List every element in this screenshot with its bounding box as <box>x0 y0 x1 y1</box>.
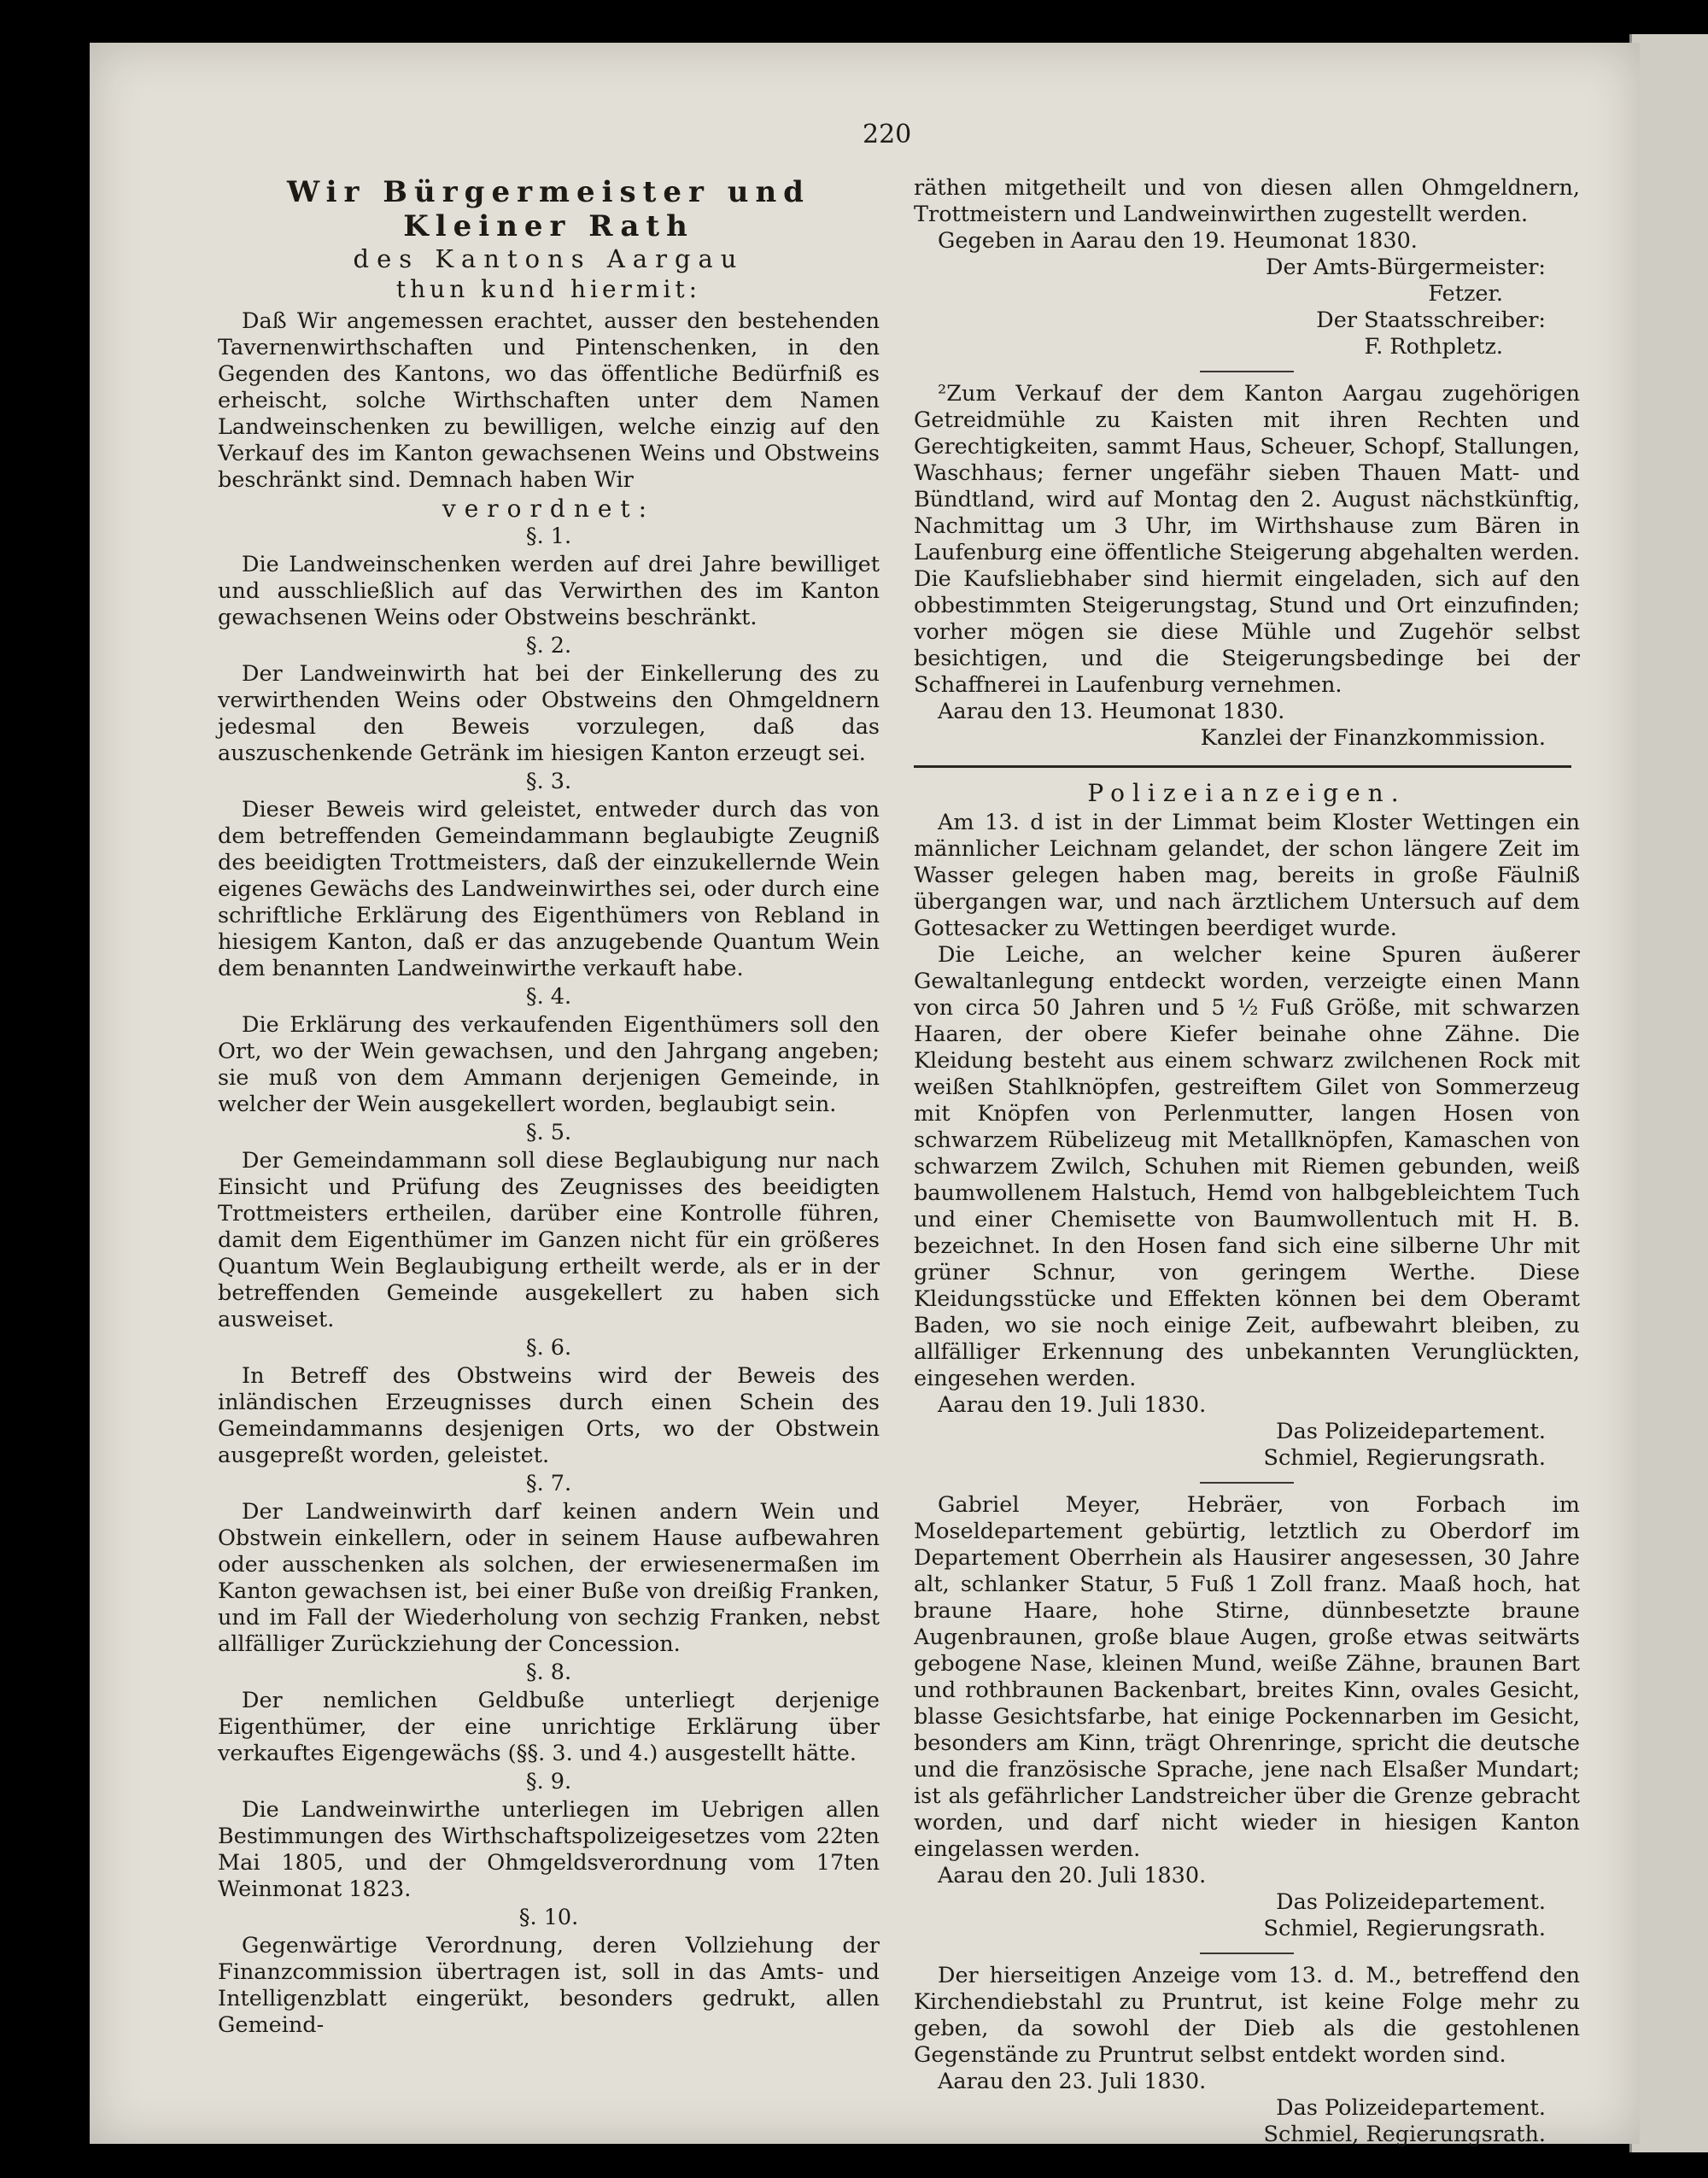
section-text: Die Erklärung des verkaufenden Eigenthümers soll den Ort, wo der Wein gewachsen, und den Jahrgang angeben; sie muß von dem Ammann derjenigen Gemeinde, in welcher der Wein ausgekellert worden, beglaubigt sein. <box>218 1012 880 1117</box>
police-notices-heading: Polizeianzeigen. <box>1087 779 1407 807</box>
sale-notice: ²Zum Verkauf der dem Kanton Aargau zugehörigen Getreidmühle zu Kaisten mit ihren Rechten und Gerechtigkeiten, sammt Haus, Scheuer, Schopf, Stallungen, Waschhaus; ferner ungefähr sieben Thauen Matt- und Bündtland, wird auf Montag den 2. August nächstkünftig, Nachmittag um 3 Uhr, im Wirthshause zum Bären in Laufenburg eine öffentliche Steigerung abgehalten werden. Die Kaufsliebhaber sind hiermit eingeladen, sich auf den obbestimmten Steigerungstag, Stund und Ort einzufinden; vorher mögen sie diese Mühle und Zugehör selbst besichtigen, und die Steigerungsbedinge bei der Schaffnerei in Laufenburg vernehmen. <box>914 381 1580 698</box>
separator-rule <box>1200 1953 1294 1954</box>
signature-name: Fetzer. <box>1428 281 1503 307</box>
notice-signature: Schmiel, Regierungsrath. <box>1263 1916 1546 1941</box>
decree-given: Gegeben in Aarau den 19. Heumonat 1830. <box>938 228 1418 254</box>
decree-intro: thun kund hiermit: <box>395 275 702 303</box>
page-fold-edge <box>1629 34 1708 2152</box>
section-text: Die Landweinschenken werden auf drei Jahre bewilliget und ausschließlich auf das Verwirthen des im Kanton gewachsenen Weins oder Obstweins beschränkt. <box>218 552 880 630</box>
section-text: Gegenwärtige Verordnung, deren Vollziehung der Finanzcommission übertragen ist, soll in das Amts- und Intelligenzblatt eingerükt, besonders gedrukt, allen Gemeind- <box>218 1933 880 2038</box>
section-heading: §. 10. <box>518 1905 579 1930</box>
section-text: Der Landweinwirth hat bei der Einkellerung des zu verwirthenden Weins oder Obstweins den Ohmgeldnern jedesmal den Beweis vorzulegen, daß das auszuschenkende Getränk im hiesigen Kanton erzeugt sei. <box>218 661 880 766</box>
section-heading: §. 9. <box>525 1769 572 1795</box>
sale-signature: Kanzlei der Finanzkommission. <box>1200 725 1546 751</box>
left-column <box>218 175 880 2039</box>
notice-signature: Das Polizeidepartement. <box>1276 1889 1546 1915</box>
page-number: 220 <box>863 120 912 149</box>
section-heading: §. 2. <box>525 633 572 659</box>
section-heading: §. 7. <box>525 1471 572 1496</box>
decree-title: Wir Bürgermeister und Kleiner Rath <box>287 175 810 243</box>
section-text: Der Gemeindammann soll diese Beglaubigung nur nach Einsicht und Prüfung des Zeugnisses des beeidigten Trottmeisters ertheilen, darüber eine Kontrolle führen, damit dem Eigenthümer im Ganzen nicht für ein größeres Quantum Wein Beglaubigung ertheilt werde, als er in der betreffenden Gemeinde ausgekellert zu haben sich ausweiset. <box>218 1148 880 1332</box>
signature-title: Der Amts-Bürgermeister: <box>1266 255 1546 280</box>
section-divider <box>914 765 1571 768</box>
notice-signature: Das Polizeidepartement. <box>1276 1419 1546 1444</box>
separator-rule <box>1200 371 1294 372</box>
notice-date: Aarau den 19. Juli 1830. <box>938 1392 1207 1418</box>
notice-date: Aarau den 23. Juli 1830. <box>938 2069 1207 2094</box>
signature-title: Der Staatsschreiber: <box>1316 307 1546 333</box>
decree-continuation: räthen mitgetheilt und von diesen allen Ohmgeldnern, Trottmeistern und Landweinwirthen zugestellt werden. <box>914 175 1580 227</box>
right-column <box>914 175 1580 2148</box>
notice-text: Der hierseitigen Anzeige vom 13. d. M., betreffend den Kirchendiebstahl zu Pruntrut, ist keine Folge mehr zu geben, da sowohl der Dieb als die gestohlenen Gegenstände zu Pruntrut selbst entdekt worden sind. <box>914 1963 1580 2068</box>
notice-signature: Schmiel, Regierungsrath. <box>1263 1445 1546 1471</box>
section-heading: §. 4. <box>525 984 572 1010</box>
notice-date: Aarau den 20. Juli 1830. <box>938 1863 1207 1888</box>
section-text: Die Landweinwirthe unterliegen im Uebrigen allen Bestimmungen des Wirthschaftspolizeigesetzes vom 22ten Mai 1805, und der Ohmgeldsverordnung vom 17ten Weinmonat 1823. <box>218 1797 880 1902</box>
notice-text: Am 13. d ist in der Limmat beim Kloster Wettingen ein männlicher Leichnam gelandet, der schon längere Zeit im Wasser gelegen haben mag, bereits in große Fäulniß übergangen war, und nach ärztlichem Untersuch auf dem Gottesacker zu Wettingen beerdiget wurde. <box>914 810 1580 941</box>
notice-text: Gabriel Meyer, Hebräer, von Forbach im Moseldepartement gebürtig, letztlich zu Oberdorf im Departement Oberrhein als Hausirer angesessen, 30 Jahre alt, schlanker Statur, 5 Fuß 1 Zoll franz. Maaß hoch, hat braune Haare, hohe Stirne, dünnbesetzte braune Augenbraunen, große blaue Augen, große etwas seitwärts gebogene Nase, kleinen Mund, weiße Zähne, braunen Bart und rothbraunen Backenbart, breites Kinn, ovales Gesicht, blasse Gesichtsfarbe, hat einige Pockennarben im Gesicht, besonders am Kinn, trägt Ohrenringe, spricht die deutsche und die französische Sprache, jene nach Elsaßer Mundart; ist als gefährlicher Landstreicher über die Grenze gebracht worden, und darf nicht wieder in hiesigen Kanton eingelassen werden. <box>914 1492 1580 1862</box>
section-heading: §. 8. <box>525 1660 572 1685</box>
verordnet-heading: verordnet: <box>442 495 656 523</box>
section-text: Dieser Beweis wird geleistet, entweder durch das von dem betreffenden Gemeindammann beglaubigte Zeugniß des beeidigten Trottmeisters, daß der einzukellernde Wein eigenes Gewächs des Landweinwirthes sei, oder durch eine schriftliche Erklärung des Eigenthümers von Rebland in hiesigem Kanton, daß er das anzugebende Quantum Wein dem benannten Landweinwirthe verkauft habe. <box>218 797 880 981</box>
sale-date: Aarau den 13. Heumonat 1830. <box>938 699 1285 724</box>
separator-rule <box>1200 1482 1294 1484</box>
decree-preamble: Daß Wir angemessen erachtet, ausser den bestehenden Tavernenwirthschaften und Pintenschenken, in den Gegenden des Kantons, wo das öffentliche Bedürfniß es erheischt, solche Wirthschaften unter dem Namen Landweinschenken zu bewilligen, welche einzig auf den Verkauf des im Kanton gewachsenen Weins und Obstweins beschränkt sind. Demnach haben Wir <box>218 308 880 493</box>
section-text: In Betreff des Obstweins wird der Beweis des inländischen Erzeugnisses durch einen Schein des Gemeindammanns desjenigen Orts, wo der Obstwein ausgepreßt worden, geleistet. <box>218 1363 880 1468</box>
decree-subtitle: des Kantons Aargau <box>353 244 745 273</box>
signature-name: F. Rothpletz. <box>1364 334 1503 360</box>
notice-signature: Schmiel, Regierungsrath. <box>1263 2122 1546 2147</box>
section-heading: §. 6. <box>525 1335 572 1361</box>
notice-text: Die Leiche, an welcher keine Spuren äußerer Gewaltanlegung entdeckt worden, verzeigte einen Mann von circa 50 Jahren und 5 ½ Fuß Größe, mit schwarzen Haaren, der obere Kiefer beinahe ohne Zähne. Die Kleidung besteht aus einem schwarz zwilchenen Rock mit weißen Stahlknöpfen, gestreiftem Gilet von Sommerzeug mit Knöpfen von Perlenmutter, langen Hosen von schwarzem Rübelizeug mit Metallknöpfen, Kamaschen von schwarzem Zwilch, Schuhen mit Riemen gebunden, weiß baumwollenem Halstuch, Hemd von halbgebleichtem Tuch und einer Chemisette von Baumwollentuch mit H. B. bezeichnet. In den Hosen fand sich eine silberne Uhr mit grüner Schnur, von geringem Werthe. Diese Kleidungsstücke und Effekten können bei dem Oberamt Baden, wo sie noch einige Zeit, aufbewahrt bleiben, zu allfälliger Erkennung des unbekannten Verunglückten, eingesehen werden. <box>914 942 1580 1391</box>
section-heading: §. 3. <box>525 769 572 794</box>
notice-signature: Das Polizeidepartement. <box>1276 2095 1546 2121</box>
section-heading: §. 1. <box>525 524 572 549</box>
section-text: Der Landweinwirth darf keinen andern Wein und Obstwein einkellern, oder in seinem Hause aufbewahren oder ausschenken als solchen, der erwiesenermaßen im Kanton gewachsen ist, bei einer Buße von dreißig Franken, und im Fall der Wiederholung von sechzig Franken, nebst allfälliger Zurückziehung der Concession. <box>218 1499 880 1657</box>
section-text: Der nemlichen Geldbuße unterliegt derjenige Eigenthümer, der eine unrichtige Erklärung über verkauftes Eigengewächs (§§. 3. und 4.) ausgestellt hätte. <box>218 1688 880 1766</box>
section-heading: §. 5. <box>525 1120 572 1145</box>
